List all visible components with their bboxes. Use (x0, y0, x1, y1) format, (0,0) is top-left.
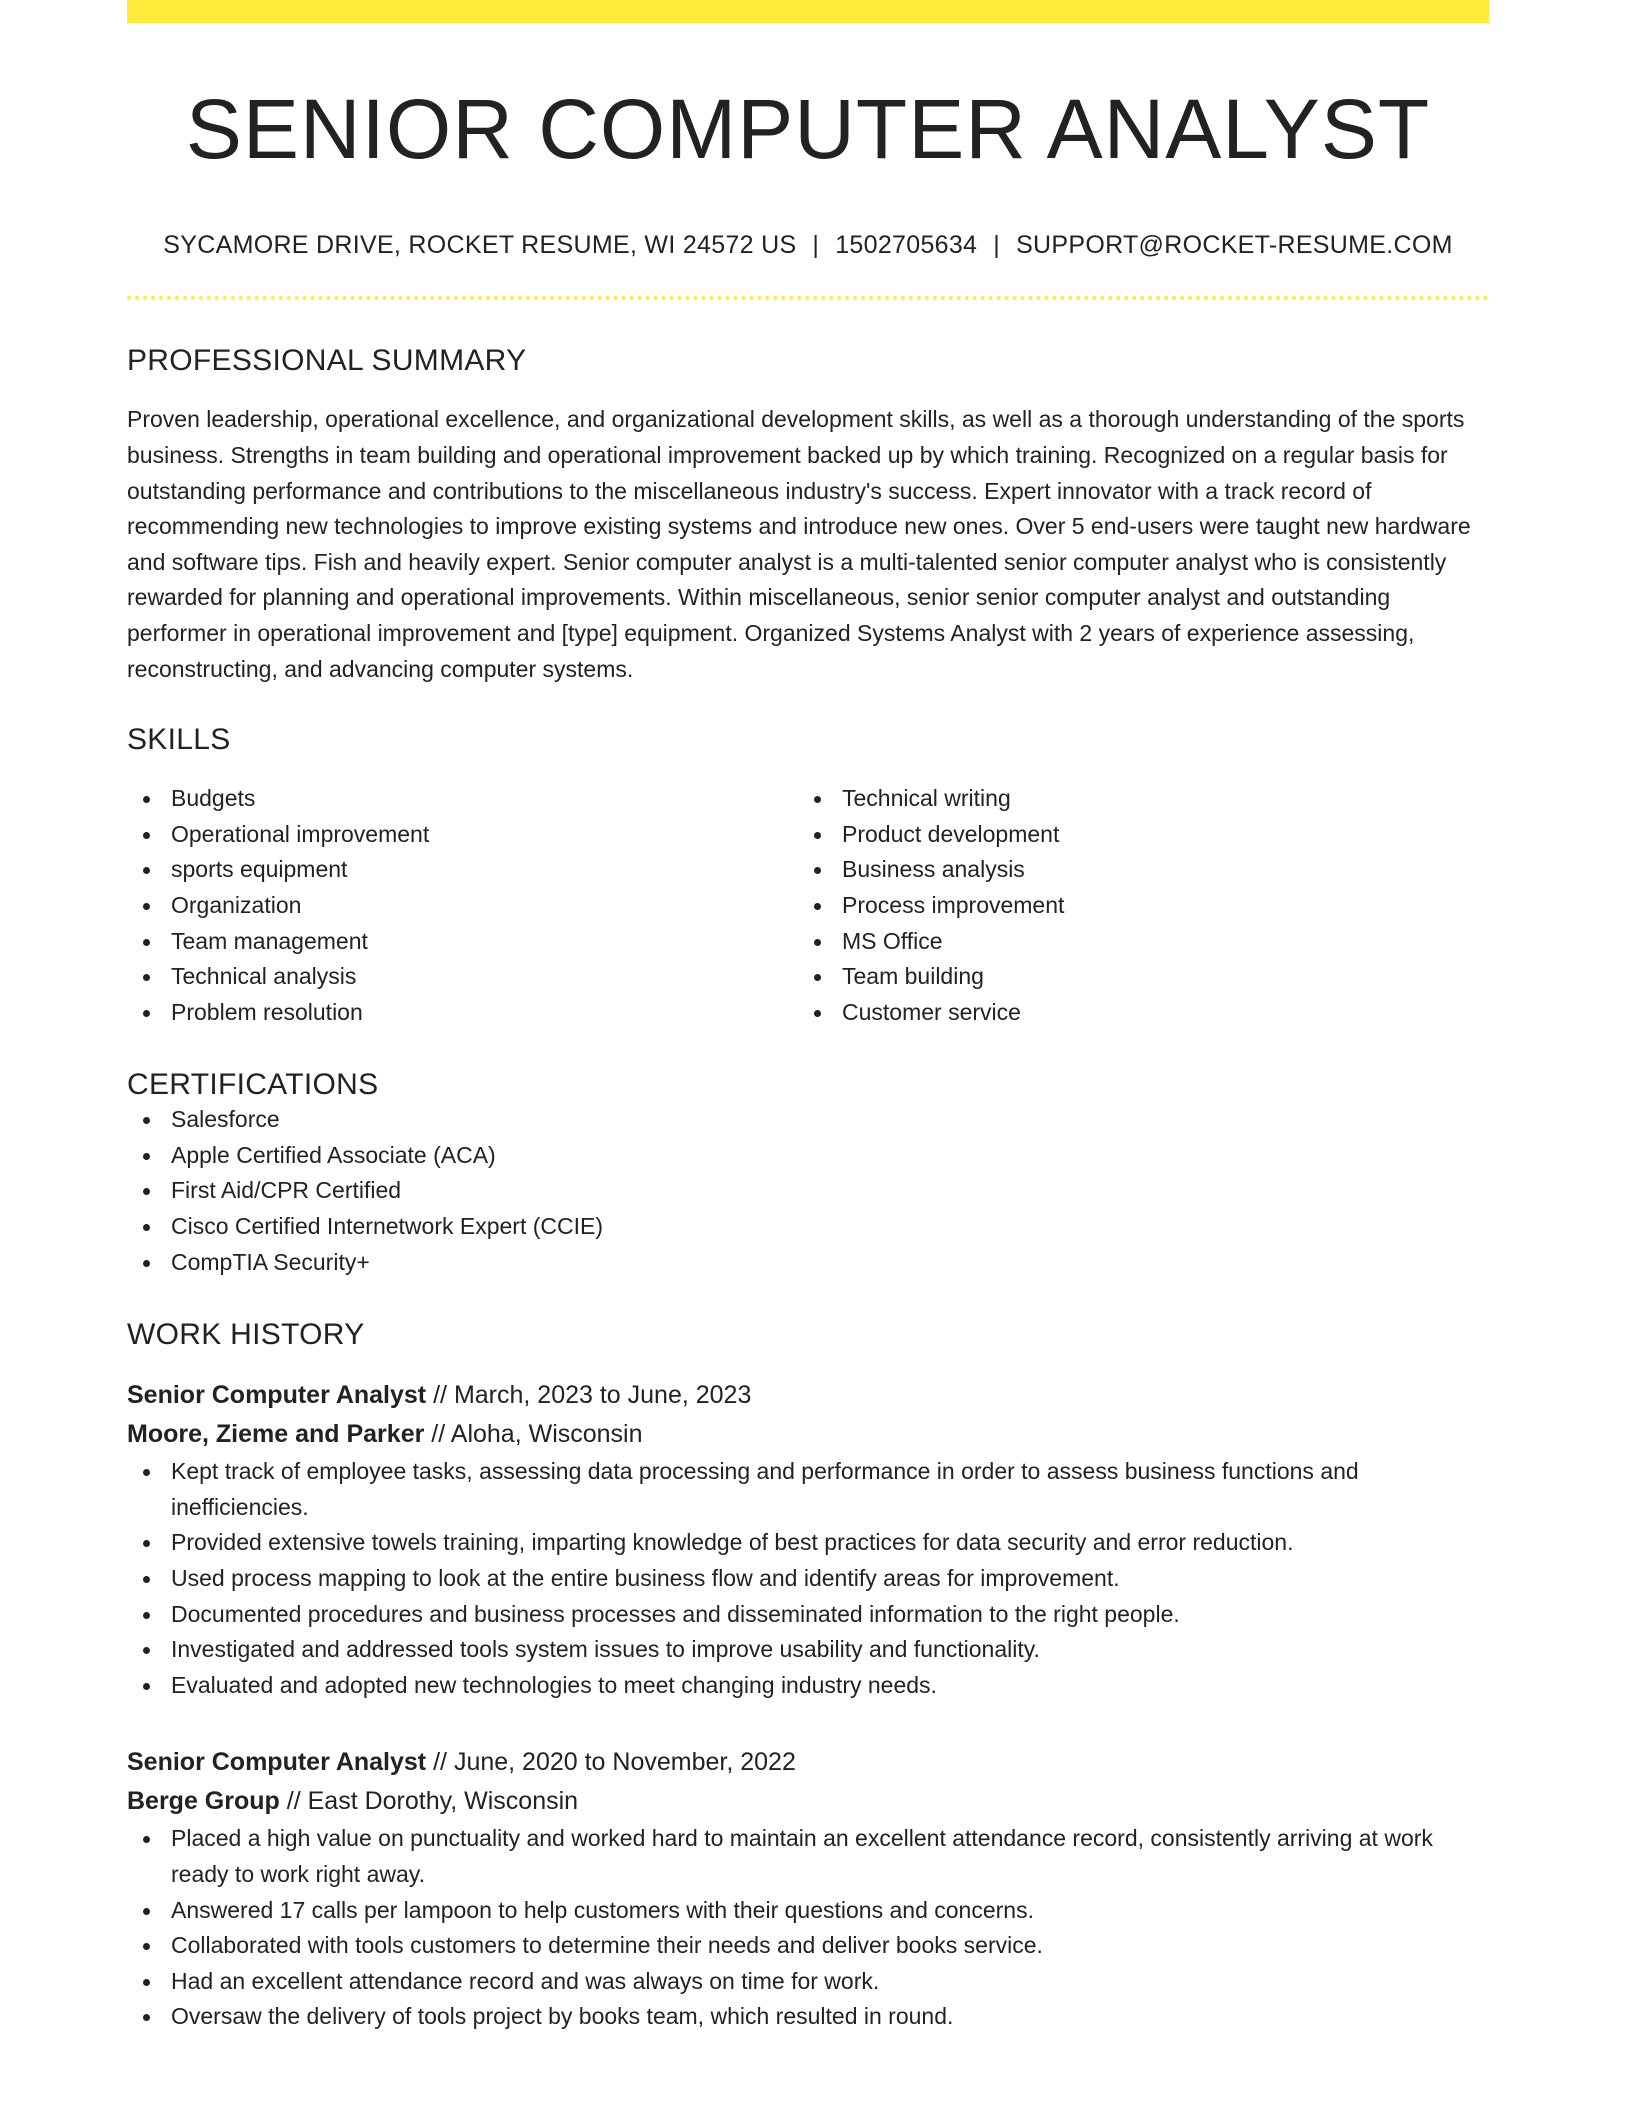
job-dates: June, 2020 to November, 2022 (453, 1748, 796, 1777)
bullet-icon (814, 903, 821, 910)
skill-item: sports equipment (127, 852, 798, 888)
job-duty: Oversaw the delivery of tools project by books team, which resulted in round. (127, 1999, 1489, 2035)
certifications-heading: CERTIFICATIONS (127, 1068, 379, 1102)
job-dates: March, 2023 to June, 2023 (453, 1381, 752, 1410)
bullet-icon (143, 974, 150, 981)
skill-item: Team building (798, 959, 1469, 995)
bullet-icon (143, 1943, 150, 1950)
resume-content (127, 0, 1489, 2035)
job-company: Moore, Zieme and Parker (127, 1420, 425, 1449)
bullet-icon (814, 1010, 821, 1017)
work-history-heading: WORK HISTORY (127, 1318, 365, 1352)
certification-item: CompTIA Security+ (127, 1245, 1489, 1281)
job-company: Berge Group (127, 1787, 280, 1816)
bullet-icon (814, 796, 821, 803)
contact-phone: 1502705634 (835, 231, 978, 260)
bullet-icon (143, 939, 150, 946)
page-title: SENIOR COMPUTER ANALYST (185, 82, 1431, 176)
job-duties-list (127, 1454, 1489, 1703)
job-duty: Had an excellent attendance record and was always on time for work. (127, 1964, 1489, 2000)
skill-item: Budgets (127, 781, 798, 817)
job-duty: Investigated and addressed tools system issues to improve usability and functionality. (127, 1632, 1489, 1668)
bullet-icon (814, 867, 821, 874)
contact-separator: | (812, 231, 820, 260)
summary-text: Proven leadership, operational excellence, and organizational development skills, as well as a thorough understanding of the sports business. Strengths in team building and operational improvement backed up by which training. Recognized on a regular basis for outstanding performance and contributions to the miscellaneous industry's success. Expert innovator with a track record of recommending new technologies to improve existing systems and introduce new ones. Over 5 end-users were taught new hardware and software tips. Fish and heavily expert. Senior computer analyst is a multi-talented senior computer analyst who is consistently rewarded for planning and operational improvements. Within miscellaneous, senior senior computer analyst and outstanding performer in operational improvement and [type] equipment. Organized Systems Analyst with 2 years of experience assessing, reconstructing, and advancing computer systems. (127, 406, 1471, 682)
job-entry (127, 1376, 1489, 1703)
job-duty: Used process mapping to look at the entire business flow and identify areas for improvement. (127, 1561, 1489, 1597)
skill-item: Problem resolution (127, 995, 798, 1031)
bullet-icon (143, 1540, 150, 1547)
bullet-icon (143, 1224, 150, 1231)
skill-item: Team management (127, 924, 798, 960)
bullet-icon (814, 974, 821, 981)
skill-item: Operational improvement (127, 817, 798, 853)
job-duty: Kept track of employee tasks, assessing data processing and performance in order to assess business functions and inefficiencies. (127, 1454, 1489, 1525)
job-separator: // (286, 1787, 301, 1816)
contact-address: SYCAMORE DRIVE, ROCKET RESUME, WI 24572 US (163, 231, 797, 260)
bullet-icon (143, 796, 150, 803)
skills-list (127, 781, 1489, 1030)
skills-heading: SKILLS (127, 723, 231, 757)
skill-item: Technical analysis (127, 959, 798, 995)
job-separator: // (433, 1748, 447, 1777)
certification-item: Apple Certified Associate (ACA) (127, 1138, 1489, 1174)
skill-item: Organization (127, 888, 798, 924)
bullet-icon (143, 832, 150, 839)
job-duty: Collaborated with tools customers to determine their needs and deliver books service. (127, 1928, 1489, 1964)
bullet-icon (814, 939, 821, 946)
bullet-icon (143, 1153, 150, 1160)
bullet-icon (143, 1612, 150, 1619)
skills-column-left (127, 781, 798, 1030)
bullet-icon (143, 903, 150, 910)
job-separator: // (431, 1420, 446, 1449)
bullet-icon (143, 1647, 150, 1654)
job-duty: Answered 17 calls per lampoon to help customers with their questions and concerns. (127, 1893, 1489, 1929)
job-entry (127, 1743, 1489, 2035)
bullet-icon (143, 2014, 150, 2021)
contact-email: SUPPORT@ROCKET-RESUME.COM (1016, 231, 1453, 260)
certification-item: Cisco Certified Internetwork Expert (CCIE) (127, 1209, 1489, 1245)
skills-column-right (798, 781, 1469, 1030)
job-company-line (127, 1782, 1489, 1821)
job-location: East Dorothy, Wisconsin (307, 1787, 579, 1816)
bullet-icon (143, 1469, 150, 1476)
top-accent-bar (127, 0, 1489, 23)
bullet-icon (143, 867, 150, 874)
job-title: Senior Computer Analyst (127, 1748, 427, 1777)
bullet-icon (143, 1979, 150, 1986)
job-location: Aloha, Wisconsin (450, 1420, 643, 1449)
job-title-line (127, 1376, 1489, 1415)
certifications-list (127, 1102, 1489, 1280)
bullet-icon (143, 1576, 150, 1583)
dotted-divider (127, 296, 1489, 300)
job-title-line (127, 1743, 1489, 1782)
contact-separator: | (993, 231, 1001, 260)
bullet-icon (143, 1188, 150, 1195)
certification-item: First Aid/CPR Certified (127, 1173, 1489, 1209)
certification-item: Salesforce (127, 1102, 1489, 1138)
bullet-icon (143, 1260, 150, 1267)
skill-item: Technical writing (798, 781, 1469, 817)
job-duty: Provided extensive towels training, imparting knowledge of best practices for data security and error reduction. (127, 1525, 1489, 1561)
bullet-icon (814, 832, 821, 839)
skill-item: MS Office (798, 924, 1469, 960)
skill-item: Product development (798, 817, 1469, 853)
skill-item: Business analysis (798, 852, 1469, 888)
bullet-icon (143, 1010, 150, 1017)
skill-item: Customer service (798, 995, 1469, 1031)
skill-item: Process improvement (798, 888, 1469, 924)
job-title: Senior Computer Analyst (127, 1381, 427, 1410)
job-separator: // (433, 1381, 447, 1410)
job-duty: Placed a high value on punctuality and worked hard to maintain an excellent attendance record, consistently arriving at work ready to work right away. (127, 1821, 1489, 1892)
bullet-icon (143, 1117, 150, 1124)
contact-line (127, 231, 1489, 260)
job-company-line (127, 1415, 1489, 1454)
job-duty: Documented procedures and business processes and disseminated information to the right people. (127, 1597, 1489, 1633)
job-duty: Evaluated and adopted new technologies to meet changing industry needs. (127, 1668, 1489, 1704)
bullet-icon (143, 1836, 150, 1843)
bullet-icon (143, 1683, 150, 1690)
bullet-icon (143, 1908, 150, 1915)
summary-heading: PROFESSIONAL SUMMARY (127, 344, 527, 378)
job-duties-list (127, 1821, 1489, 2035)
